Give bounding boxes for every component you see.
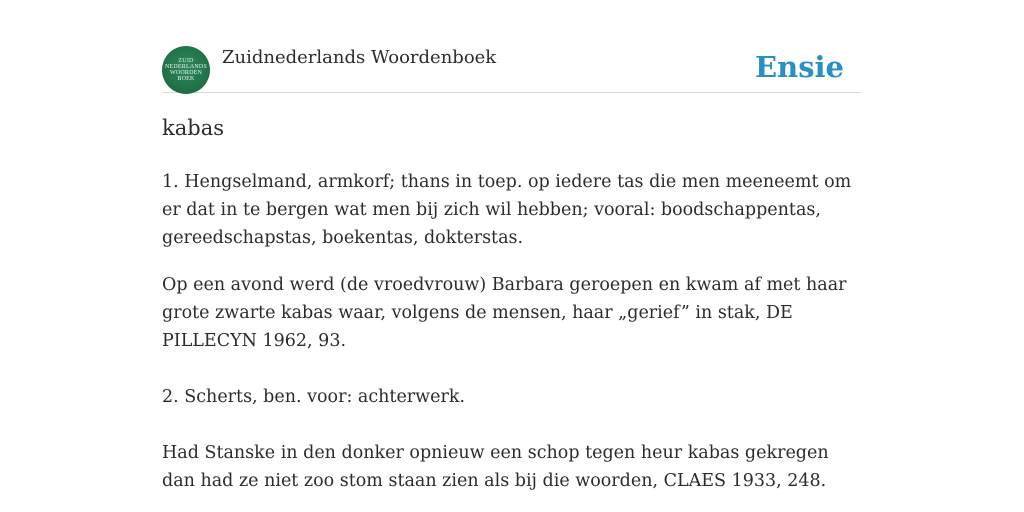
dictionary-name-link[interactable]: Zuidnederlands Woordenboek [222,47,497,68]
ensie-brand-link[interactable]: Ensie [755,50,844,84]
site-header [162,44,862,93]
logo-line: BOEK [177,76,195,82]
logo-line: ZUID [178,58,194,64]
example-quote-2: Had Stanske in den donker opnieuw een schop tegen heur kabas gekregen dan had ze niet zoo stom staan zien als bij die woorden, CLAES 1933, 248. [162,443,829,491]
example-quote-1: Op een avond werd (de vroedvrouw) Barbara geroepen en kwam af met haar grote zwarte kabas waar, volgens de mensen, haar „gerief” in stak, DE PILLECYN 1962, 93. [162,275,847,351]
logo-line: NEDERLANDS [165,64,207,70]
logo-line: WOORDEN [169,70,203,76]
entry-title: kabas [162,116,224,140]
definition-1: 1. Hengselmand, armkorf; thans in toep. op iedere tas die men meeneemt om er dat in te bergen wat men bij zich wil hebben; vooral: boodschappentas, gereedschapstas, boekentas, dokterstas. [162,172,852,248]
entry-body [162,168,862,495]
dictionary-logo[interactable] [162,46,210,94]
definition-2: 2. Scherts, ben. voor: achterwerk. [162,387,466,407]
